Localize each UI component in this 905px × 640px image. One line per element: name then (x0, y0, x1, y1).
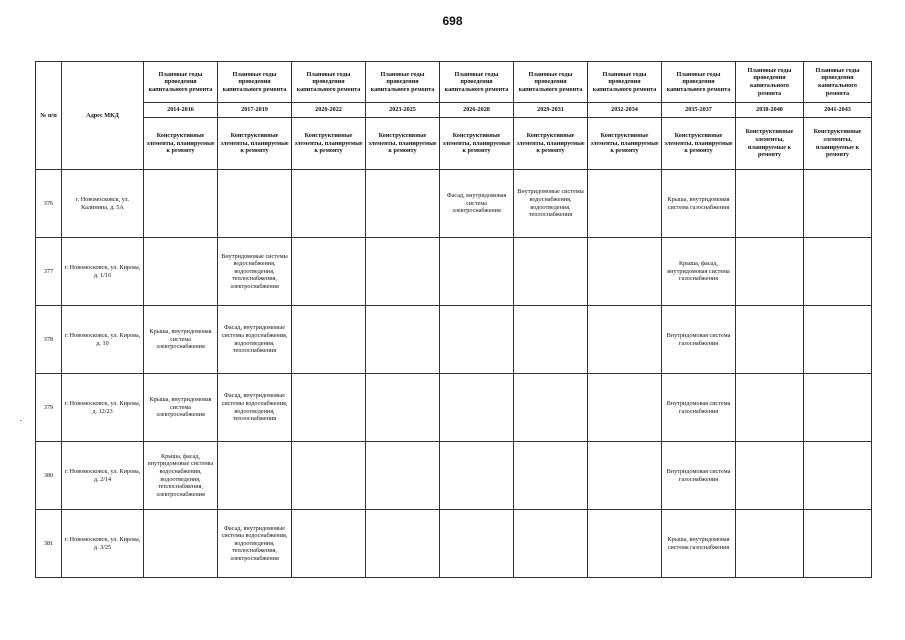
table-row (36, 442, 872, 510)
header-year: 2029-2031 (514, 103, 588, 118)
row-cell: Фасад, внутридомовые системы водоснабжения, водоотведения, теплоснабжения (218, 306, 292, 374)
row-number: 380 (36, 442, 62, 510)
header-period: Плановые годы проведения капитального ремонта (440, 62, 514, 103)
page-number: 698 (442, 14, 463, 28)
row-cell (804, 306, 872, 374)
row-cell: Фасад, внутридомовые системы водоснабжения, водоотведения, теплоснабжения (218, 374, 292, 442)
row-cell: Крыша, внутридомовая система газоснабжения (662, 510, 736, 578)
row-cell (804, 510, 872, 578)
capital-repair-table (35, 61, 872, 578)
row-number: 376 (36, 170, 62, 238)
header-year: 2026-2028 (440, 103, 514, 118)
row-cell (440, 510, 514, 578)
table-row (36, 170, 872, 238)
row-number: 377 (36, 238, 62, 306)
row-cell (588, 442, 662, 510)
row-cell (218, 442, 292, 510)
header-year: 2020-2022 (292, 103, 366, 118)
header-period: Плановые годы проведения капитального ремонта (514, 62, 588, 103)
row-cell (804, 374, 872, 442)
header-address: Адрес МКД (62, 62, 144, 170)
table-row (36, 374, 872, 442)
row-cell: Внутридомовая система газоснабжения (662, 306, 736, 374)
row-cell (736, 442, 804, 510)
row-cell (588, 374, 662, 442)
table-row (36, 238, 872, 306)
header-period: Плановые годы проведения капитального ремонта (588, 62, 662, 103)
row-cell: Фасад, внутридомовая система электроснабжения (440, 170, 514, 238)
row-address: г. Новомосковск, ул. Кирова, д. 1/16 (62, 238, 144, 306)
row-cell (804, 170, 872, 238)
row-cell (736, 374, 804, 442)
header-elements: Конструктивные элементы, планируемые к ремонту (804, 118, 872, 170)
row-cell (588, 238, 662, 306)
row-cell (218, 170, 292, 238)
row-cell (514, 510, 588, 578)
row-cell (366, 374, 440, 442)
header-period: Плановые годы проведения капитального ремонта (218, 62, 292, 103)
header-elements: Конструктивные элементы, планируемые к ремонту (366, 118, 440, 170)
row-cell (292, 306, 366, 374)
header-elements: Конструктивные элементы, планируемые к ремонту (144, 118, 218, 170)
header-row-elements (36, 118, 872, 170)
row-cell (292, 170, 366, 238)
header-year: 2032-2034 (588, 103, 662, 118)
header-period: Плановые годы проведения капитального ремонта (366, 62, 440, 103)
row-number: 378 (36, 306, 62, 374)
row-cell (440, 374, 514, 442)
row-cell: Крыша, внутридомовая система газоснабжения (662, 170, 736, 238)
header-elements: Конструктивные элементы, планируемые к ремонту (514, 118, 588, 170)
row-cell (588, 170, 662, 238)
row-address: г. Новомосковск, ул. Калинина, д. 5А (62, 170, 144, 238)
row-cell: Внутридомовая система газоснабжения (662, 374, 736, 442)
row-address: г. Новомосковск, ул. Кирова, д. 3/25 (62, 510, 144, 578)
header-elements: Конструктивные элементы, планируемые к ремонту (662, 118, 736, 170)
header-elements: Конструктивные элементы, планируемые к ремонту (588, 118, 662, 170)
row-number: 379 (36, 374, 62, 442)
row-cell (366, 306, 440, 374)
header-year: 2038-2040 (736, 103, 804, 118)
row-cell (292, 374, 366, 442)
row-cell (292, 238, 366, 306)
row-cell (804, 238, 872, 306)
row-cell (366, 442, 440, 510)
row-cell (144, 510, 218, 578)
row-cell: Крыша, фасад, внутридомовая система газоснабжения (662, 238, 736, 306)
row-cell (144, 170, 218, 238)
row-number: 381 (36, 510, 62, 578)
row-cell (514, 238, 588, 306)
row-cell (736, 306, 804, 374)
header-elements: Конструктивные элементы, планируемые к ремонту (218, 118, 292, 170)
row-cell (292, 442, 366, 510)
row-address: г. Новомосковск, ул. Кирова, д. 2/14 (62, 442, 144, 510)
row-cell (588, 306, 662, 374)
header-period: Плановые годы проведения капитального ремонта (144, 62, 218, 103)
header-elements: Конструктивные элементы, планируемые к ремонту (292, 118, 366, 170)
row-cell: Крыша, внутридомовая система электроснабжения (144, 306, 218, 374)
header-year: 2014-2016 (144, 103, 218, 118)
row-cell (736, 510, 804, 578)
row-cell (514, 442, 588, 510)
row-cell (588, 510, 662, 578)
row-cell (366, 510, 440, 578)
row-cell (144, 238, 218, 306)
row-cell: Внутридомовая система газоснабжения (662, 442, 736, 510)
row-address: г. Новомосковск, ул. Кирова, д. 10 (62, 306, 144, 374)
row-cell (292, 510, 366, 578)
row-cell: Внутридомовые системы водоснабжения, водоотведения, теплоснабжения, электроснабжения (218, 238, 292, 306)
header-year: 2035-2037 (662, 103, 736, 118)
header-elements: Конструктивные элементы, планируемые к ремонту (440, 118, 514, 170)
row-cell (736, 238, 804, 306)
header-period: Плановые годы проведения капитального ремонта (736, 62, 804, 103)
header-elements: Конструктивные элементы, планируемые к ремонту (736, 118, 804, 170)
row-cell: Крыша, фасад, внутридомовые системы водоснабжения, водоотведения, теплоснабжения, электроснабжения (144, 442, 218, 510)
header-row-periods (36, 62, 872, 103)
row-cell: Крыша, внутридомовая система электроснабжения (144, 374, 218, 442)
header-year: 2023-2025 (366, 103, 440, 118)
row-cell: Внутридомовые системы водоснабжения, водоотведения, теплоснабжения (514, 170, 588, 238)
row-address: г. Новомосковск, ул. Кирова, д. 12/23 (62, 374, 144, 442)
header-period: Плановые годы проведения капитального ремонта (804, 62, 872, 103)
header-year: 2041-2043 (804, 103, 872, 118)
header-row-years (36, 103, 872, 118)
header-num: № п/п (36, 62, 62, 170)
row-cell (440, 442, 514, 510)
row-cell (366, 238, 440, 306)
header-period: Плановые годы проведения капитального ремонта (292, 62, 366, 103)
header-period: Плановые годы проведения капитального ремонта (662, 62, 736, 103)
row-cell (440, 306, 514, 374)
scan-speck (20, 420, 22, 421)
row-cell (440, 238, 514, 306)
table-row (36, 306, 872, 374)
row-cell (514, 306, 588, 374)
row-cell (366, 170, 440, 238)
table-row (36, 510, 872, 578)
row-cell (736, 170, 804, 238)
row-cell (514, 374, 588, 442)
row-cell: Фасад, внутридомовые системы водоснабжения, водоотведения, теплоснабжения, электроснабжения (218, 510, 292, 578)
header-year: 2017-2019 (218, 103, 292, 118)
row-cell (804, 442, 872, 510)
